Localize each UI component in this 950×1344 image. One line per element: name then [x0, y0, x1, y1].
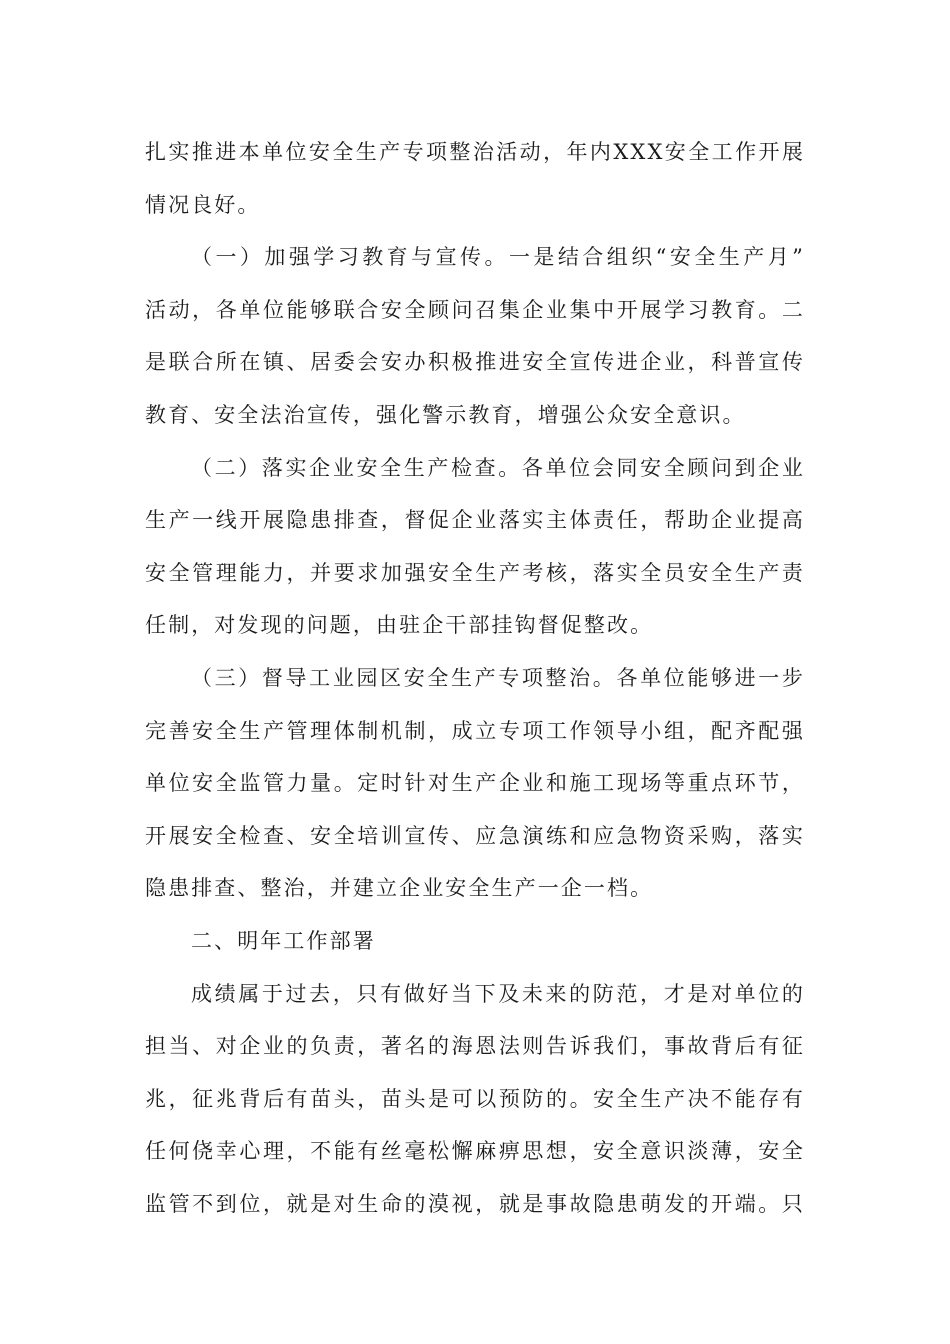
text-line: 是联合所在镇、居委会安办积极推进安全宣传进企业，科普宣传 [145, 350, 805, 375]
text-line: 任何侥幸心理，不能有丝毫松懈麻痹思想，安全意识淡薄，安全 [145, 1139, 805, 1164]
text-line: 情况良好。 [145, 192, 261, 217]
text-line: 活动，各单位能够联合安全顾问召集企业集中开展学习教育。二 [145, 297, 805, 322]
text-line: 单位安全监管力量。定时针对生产企业和施工现场等重点环节， [145, 771, 805, 796]
text-line: 兆，征兆背后有苗头，苗头是可以预防的。安全生产决不能存有 [145, 1086, 805, 1111]
text-line: （一）加强学习教育与宣传。一是结合组织“安全生产月” [191, 245, 805, 270]
text-line: 完善安全生产管理体制机制，成立专项工作领导小组，配齐配强 [145, 718, 805, 743]
text-line: （三）督导工业园区安全生产专项整治。各单位能够进一步 [191, 665, 805, 690]
text-line: 生产一线开展隐患排查，督促企业落实主体责任，帮助企业提高 [145, 508, 805, 533]
text-line: 监管不到位，就是对生命的漠视，就是事故隐患萌发的开端。只 [145, 1191, 805, 1216]
text-line: 成绩属于过去，只有做好当下及未来的防范，才是对单位的 [191, 981, 805, 1006]
text-line: 教育、安全法治宣传，强化警示教育，增强公众安全意识。 [145, 402, 746, 427]
document-body [145, 126, 805, 1230]
text-line: 扎实推进本单位安全生产专项整治活动，年内XXX安全工作开展 [145, 140, 805, 164]
text-line: 开展安全检查、安全培训宣传、应急演练和应急物资采购，落实 [145, 823, 805, 848]
text-line: 二、明年工作部署 [191, 928, 376, 953]
text-line: （二）落实企业安全生产检查。各单位会同安全顾问到企业 [191, 455, 805, 480]
text-line: 安全管理能力，并要求加强安全生产考核，落实全员安全生产责 [145, 560, 805, 585]
text-line: 隐患排查、整治，并建立企业安全生产一企一档。 [145, 876, 654, 901]
text-line: 任制，对发现的问题，由驻企干部挂钩督促整改。 [145, 613, 654, 638]
text-line: 担当、对企业的负责，著名的海恩法则告诉我们，事故背后有征 [145, 1034, 805, 1059]
